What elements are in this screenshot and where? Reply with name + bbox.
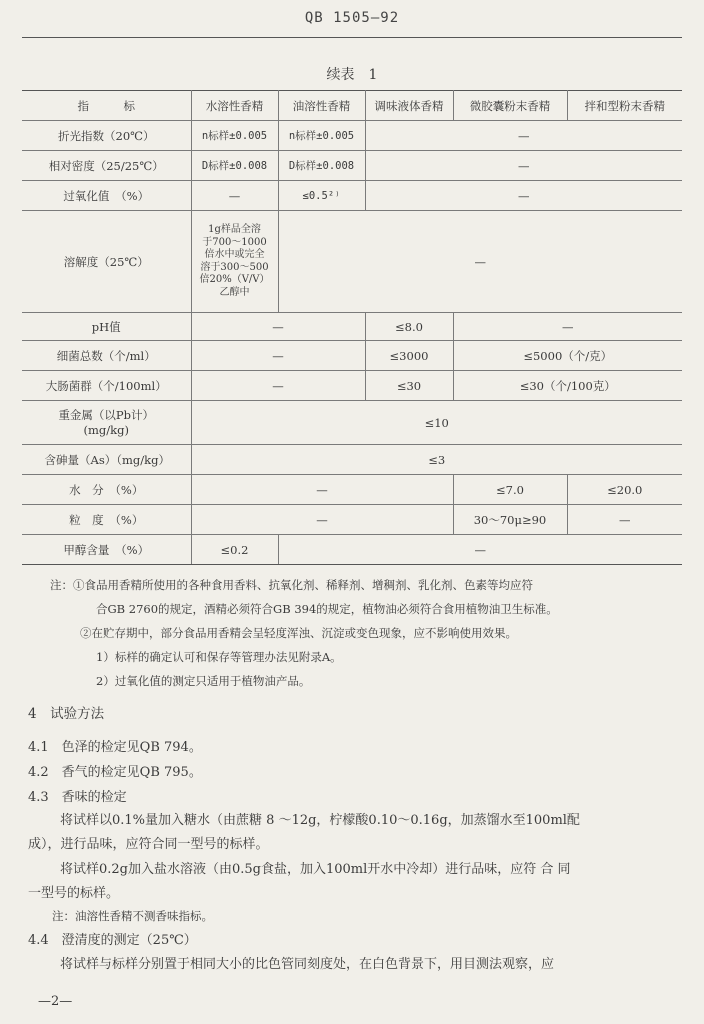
cell-value: n标样±0.005 <box>191 121 278 151</box>
header-cell: 调味液体香精 <box>365 91 453 121</box>
row-label: 大肠菌群（个/100ml） <box>22 371 191 401</box>
note-line: 2）过氧化值的测定只适用于植物油产品。 <box>96 674 311 688</box>
paragraph-line: 将试样与标样分别置于相同大小的比色管同刻度处，在白色背景下，用目测法观察，应 <box>60 957 555 972</box>
table-row <box>22 475 682 505</box>
row-label: 含砷量（As）（mg/kg） <box>22 445 191 475</box>
table-row <box>22 535 682 565</box>
table-row <box>22 341 682 371</box>
cell-value: — <box>278 211 682 313</box>
cell-value: — <box>453 313 682 341</box>
table-row <box>22 371 682 401</box>
solubility-cell <box>191 211 278 313</box>
cell-line: 倍水中或完全 <box>204 249 265 260</box>
row-label: 相对密度（25/25℃） <box>22 151 191 181</box>
note-line: 1）标样的确定认可和保存等管理办法见附录A。 <box>96 650 342 664</box>
cell-value: ≤3 <box>191 445 682 475</box>
table-row <box>22 505 682 535</box>
row-label <box>22 401 191 445</box>
cell-value: D标样±0.008 <box>191 151 278 181</box>
cell-value: ≤20.0 <box>567 475 682 505</box>
table-title: 续表 1 <box>326 67 378 83</box>
note-line: 注：①食品用香精所使用的各种食用香料、抗氧化剂、稀释剂、增稠剂、乳化剂、色素等均应符 <box>50 578 533 592</box>
table-row <box>22 445 682 475</box>
row-label-line: 重金属（以Pb计） <box>58 407 155 422</box>
cell-value: — <box>365 151 682 181</box>
cell-value: n标样±0.005 <box>278 121 365 151</box>
header-cell: 指 标 <box>22 91 191 121</box>
cell-line: 倍20%（V/V） <box>199 274 270 285</box>
cell-value: 30～70μ≥90 <box>453 505 567 535</box>
row-label: 甲醇含量 （%） <box>22 535 191 565</box>
cell-value: ≤10 <box>191 401 682 445</box>
paragraph-line: 一型号的标样。 <box>28 886 120 901</box>
header-cell: 拌和型粉末香精 <box>567 91 682 121</box>
cell-value: ≤8.0 <box>365 313 453 341</box>
header-rule <box>22 37 682 38</box>
cell-value: ≤30（个/100克） <box>453 371 682 401</box>
paragraph-line: 成），进行品味，应符合同一型号的标样。 <box>28 837 269 852</box>
cell-line: 乙醇中 <box>219 286 250 298</box>
header-cell: 油溶性香精 <box>278 91 365 121</box>
note-line: ②在贮存期中，部分食品用香精会呈轻度浑浊、沉淀或变色现象，应不影响使用效果。 <box>80 626 517 640</box>
header-cell: 水溶性香精 <box>191 91 278 121</box>
table-row <box>22 313 682 341</box>
table-row <box>22 121 682 151</box>
row-label: 过氧化值 （%） <box>22 181 191 211</box>
cell-line: 1g样品全溶 <box>208 224 261 235</box>
paragraph-line: 将试样以0.1%量加入糖水（由蔗糖 8 ～12g，柠檬酸0.10～0.16g，加蒸馏水至100ml配 <box>60 813 580 828</box>
cell-value: ≤0.5²⁾ <box>278 181 365 211</box>
cell-value: ≤0.2 <box>191 535 278 565</box>
paragraph-line: 将试样0.2g加入盐水溶液（由0.5g食盐，加入100ml开水中冷却）进行品味，应符 合 同 <box>60 862 571 877</box>
table-row <box>22 211 682 313</box>
cell-value: — <box>365 121 682 151</box>
table-row <box>22 181 682 211</box>
cell-value: — <box>191 371 365 401</box>
cell-value: ≤3000 <box>365 341 453 371</box>
cell-value: — <box>567 505 682 535</box>
subsection-heading: 4.4 澄清度的测定（25℃） <box>28 933 197 948</box>
row-label: 折光指数（20℃） <box>22 121 191 151</box>
table-header-row <box>22 91 682 121</box>
page-number: —2— <box>38 994 73 1009</box>
row-label-unit: (mg/kg) <box>83 422 129 437</box>
cell-value: — <box>191 475 453 505</box>
cell-value: — <box>191 505 453 535</box>
cell-line: 溶于300～500 <box>200 261 269 273</box>
cell-value: ≤30 <box>365 371 453 401</box>
subsection-heading: 4.3 香味的检定 <box>28 790 127 805</box>
row-label: pH值 <box>22 313 191 341</box>
subsection-heading: 4.1 色泽的检定见QB 794。 <box>28 740 202 755</box>
cell-value: — <box>278 535 682 565</box>
method-note: 注：油溶性香精不测香味指标。 <box>52 909 213 923</box>
cell-line: 于700～1000 <box>202 236 267 248</box>
table-row <box>22 151 682 181</box>
subsection-heading: 4.2 香气的检定见QB 795。 <box>28 765 202 780</box>
cell-value: ≤5000（个/克） <box>453 341 682 371</box>
row-label: 水 分 （%） <box>22 475 191 505</box>
row-label: 细菌总数（个/ml） <box>22 341 191 371</box>
header-cell: 微胶囊粉末香精 <box>453 91 567 121</box>
table-row <box>22 401 682 445</box>
cell-value: — <box>191 313 365 341</box>
cell-value: — <box>365 181 682 211</box>
section-heading: 4 试验方法 <box>28 706 105 722</box>
cell-value: D标样±0.008 <box>278 151 365 181</box>
table-notes <box>40 573 690 693</box>
row-label: 溶解度（25℃） <box>22 211 191 313</box>
row-label: 粒 度 （%） <box>22 505 191 535</box>
spec-table <box>22 90 682 565</box>
cell-value: — <box>191 181 278 211</box>
cell-value: — <box>191 341 365 371</box>
note-line: 合GB 2760的规定，酒精必须符合GB 394的规定，植物油必须符合食用植物油卫生标准。 <box>96 602 558 616</box>
cell-value: ≤7.0 <box>453 475 567 505</box>
standard-code-header: QB 1505—92 <box>304 10 400 26</box>
